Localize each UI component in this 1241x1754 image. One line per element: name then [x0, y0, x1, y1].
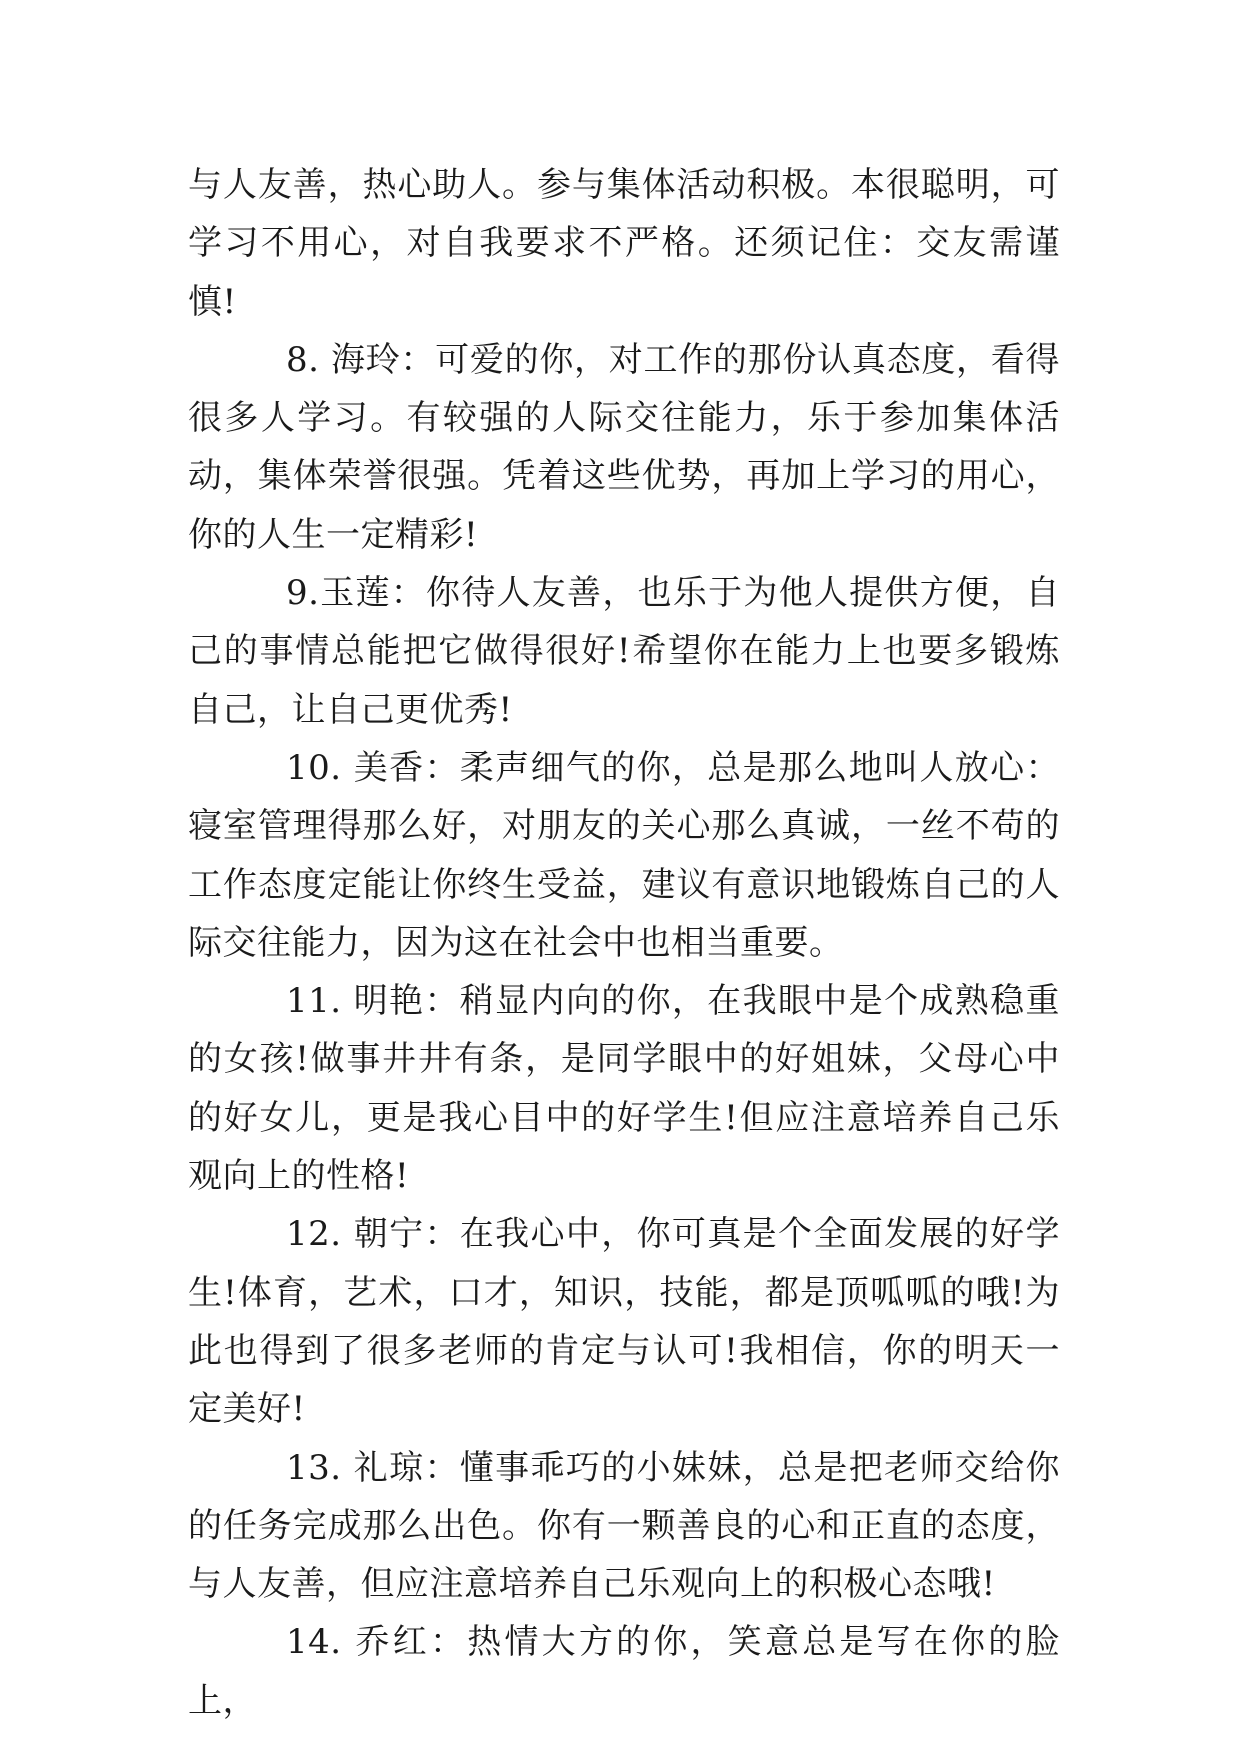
document-body: [188, 156, 1060, 1730]
paragraph-item-14: 14. 乔红：热情大方的你，笑意总是写在你的脸上，: [188, 1622, 1060, 1721]
paragraph-item-11: 11. 明艳：稍显内向的你，在我眼中是个成熟稳重的女孩!做事井井有条，是同学眼中的好姐妹，父母心中的好女儿，更是我心目中的好学生!但应注意培养自己乐观向上的性格!: [188, 981, 1060, 1197]
paragraph-continued: 与人友善，热心助人。参与集体活动积极。本很聪明，可学习不用心，对自我要求不严格。还须记住：交友需谨慎!: [188, 165, 1060, 322]
paragraph-item-9: 9.玉莲：你待人友善，也乐于为他人提供方便，自己的事情总能把它做得很好!希望你在能力上也要多锻炼自己，让自己更优秀!: [188, 573, 1060, 730]
paragraph-item-10: 10. 美香：柔声细气的你，总是那么地叫人放心：寝室管理得那么好，对朋友的关心那么真诚，一丝不苟的工作态度定能让你终生受益，建议有意识地锻炼自己的人际交往能力，因为这在社会中也相当重要。: [188, 747, 1060, 963]
paragraph-item-12: 12. 朝宁：在我心中，你可真是个全面发展的好学生!体育，艺术，口才，知识，技能，都是顶呱呱的哦!为此也得到了很多老师的肯定与认可!我相信，你的明天一定美好!: [188, 1214, 1060, 1430]
paragraph-item-8: 8. 海玲：可爱的你，对工作的那份认真态度，看得很多人学习。有较强的人际交往能力，乐于参加集体活动，集体荣誉很强。凭着这些优势，再加上学习的用心，你的人生一定精彩!: [188, 339, 1060, 555]
paragraph-item-13: 13. 礼琼：懂事乖巧的小妹妹，总是把老师交给你的任务完成那么出色。你有一颗善良的心和正直的态度，与人友善，但应注意培养自己乐观向上的积极心态哦!: [188, 1447, 1060, 1605]
